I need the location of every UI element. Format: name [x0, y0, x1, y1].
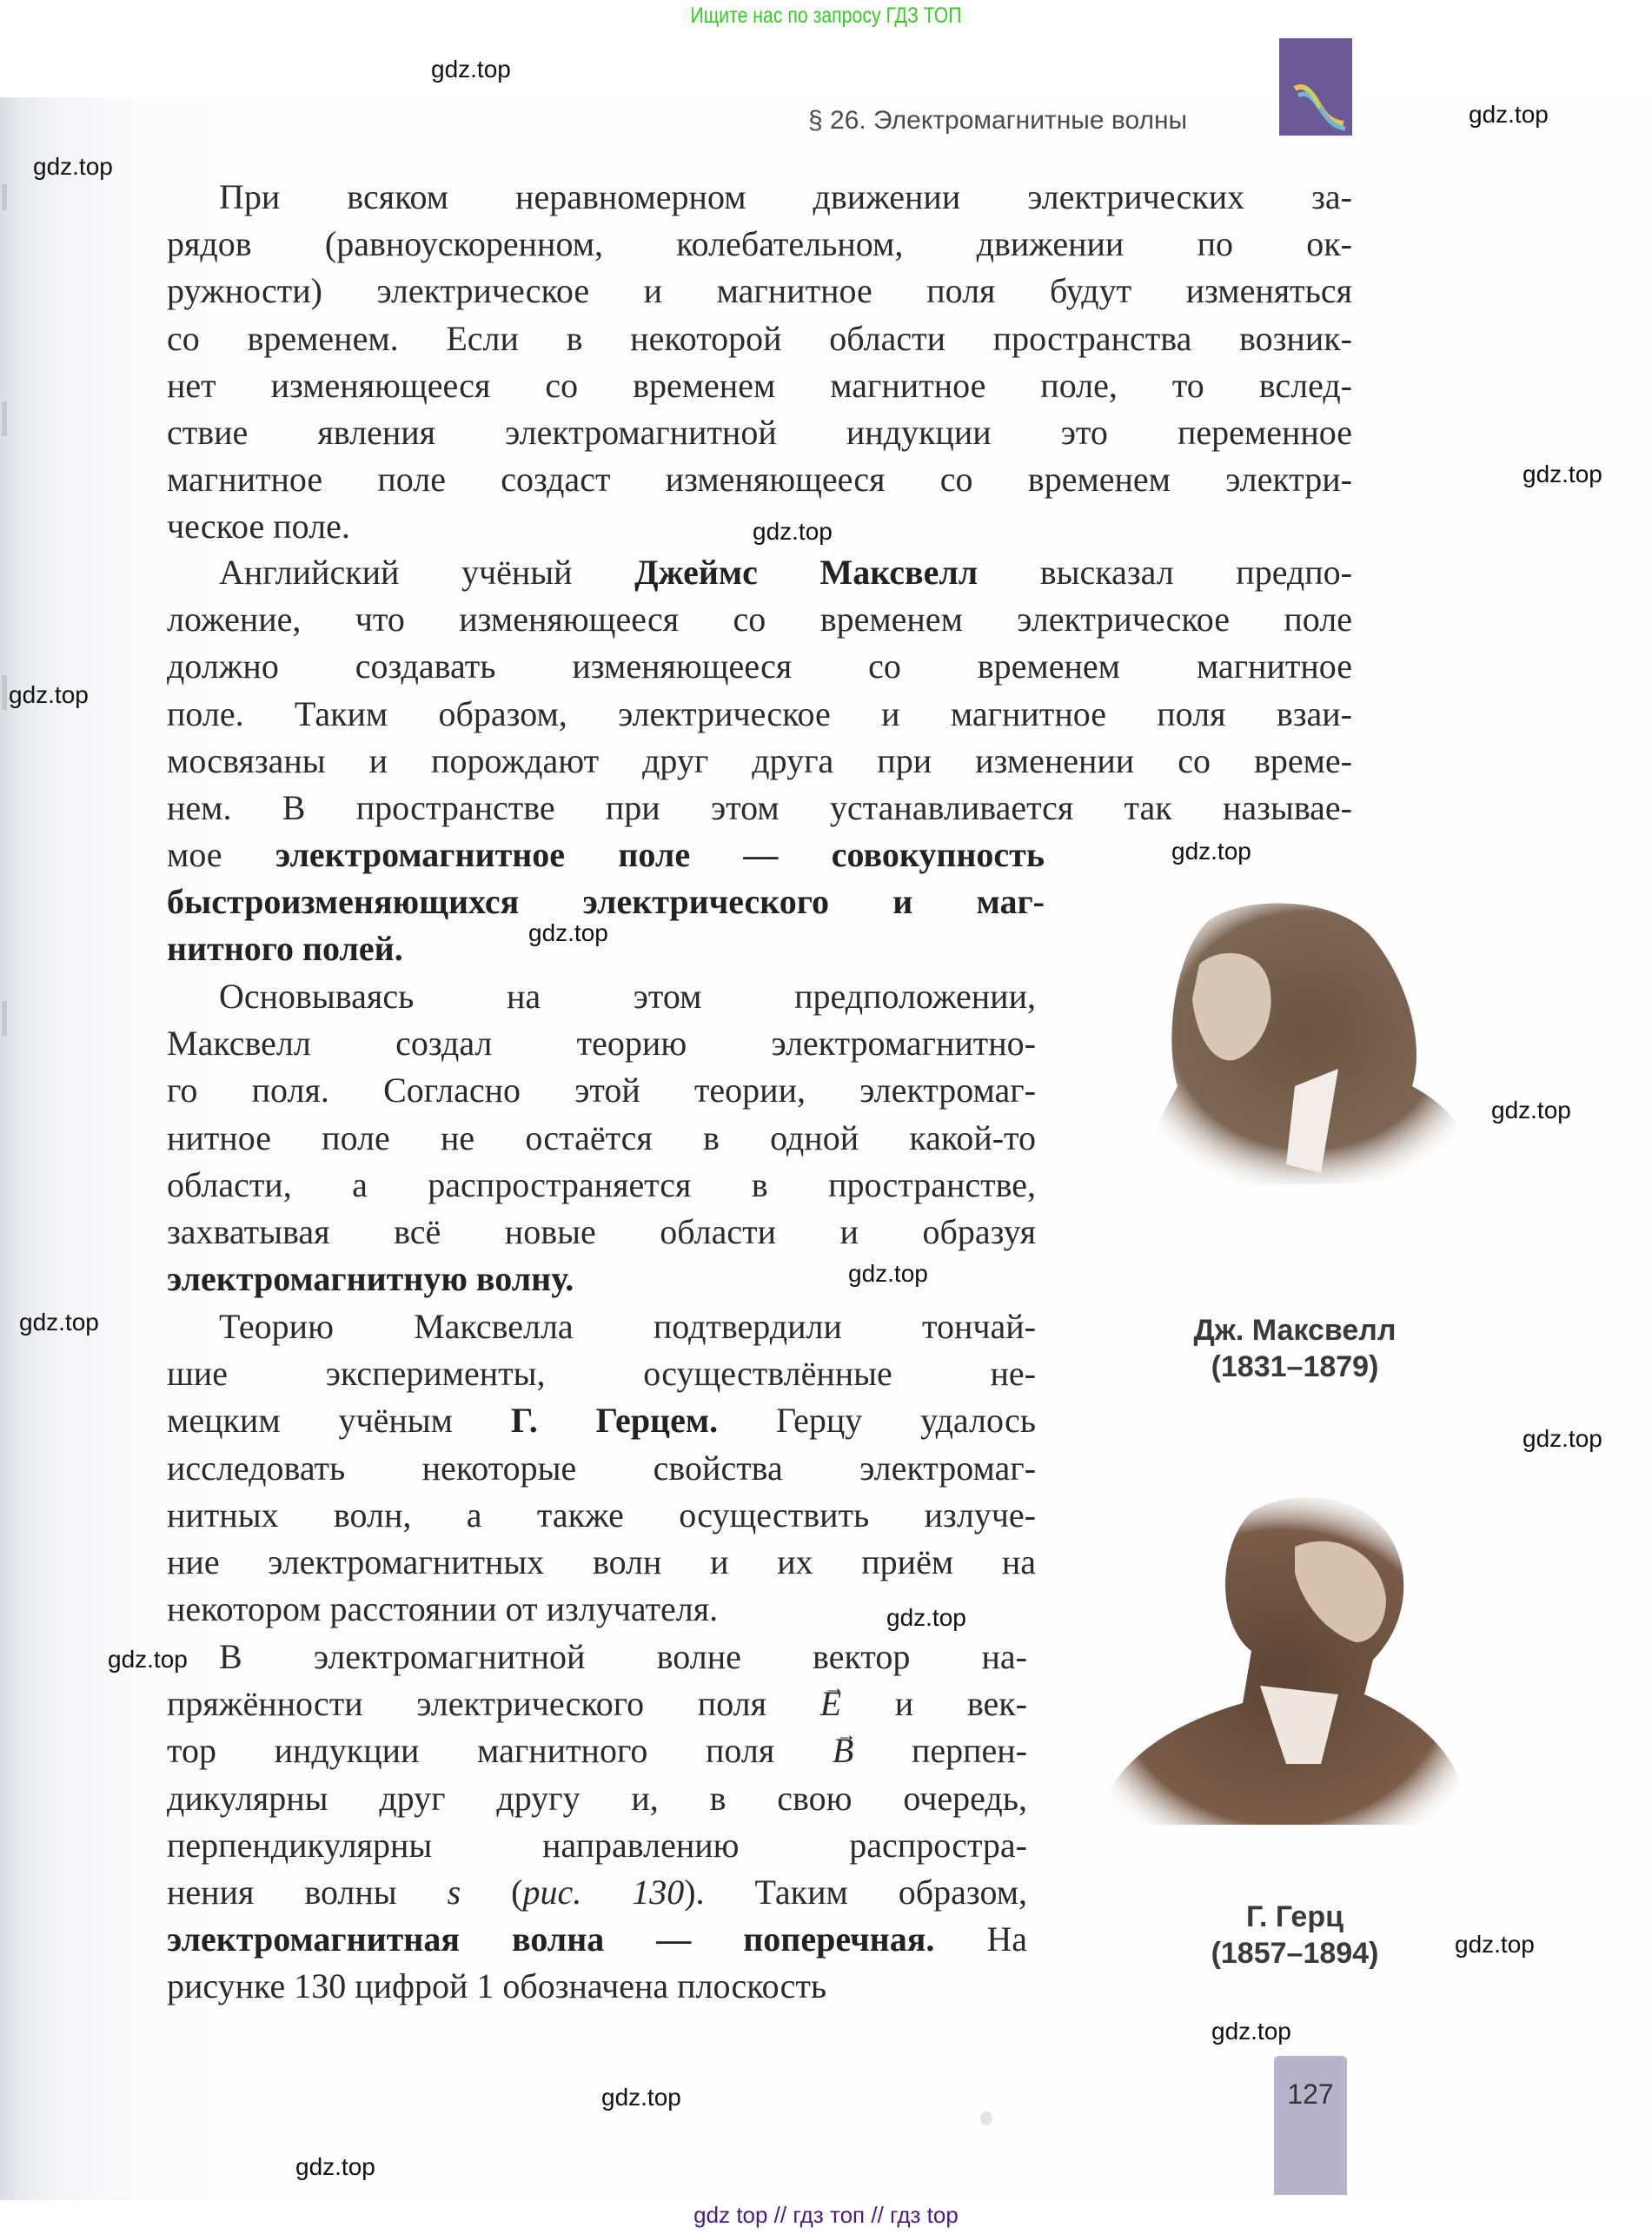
- text-line: должно создавать изменяющееся со временем магнитное: [167, 646, 1352, 686]
- spine-mark: [2, 401, 7, 436]
- watermark: gdz.top: [108, 1646, 188, 1673]
- paragraph-2: [167, 549, 1352, 832]
- text-line: шие эксперименты, осуществлённые не-: [167, 1354, 1036, 1394]
- page-number-tab: [1274, 2056, 1347, 2195]
- text-line: области, а распространяется в пространстве,: [167, 1164, 1036, 1204]
- text-line: ружности) электрическое и магнитное поля будут изменяться: [167, 271, 1352, 311]
- text-line: мосвязаны и порождают друг друга при изменении со време-: [167, 740, 1352, 780]
- text-line: нем. В пространстве при этом устанавливается так называе-: [167, 788, 1352, 828]
- paragraph-3: [167, 973, 1036, 1303]
- text-line: некотором расстоянии от излучателя.: [167, 1589, 719, 1629]
- watermark: gdz.top: [1491, 1097, 1571, 1124]
- vector-b-symbol: → B: [833, 1731, 853, 1770]
- watermark: gdz.top: [1523, 1425, 1602, 1452]
- watermark: gdz.top: [528, 919, 608, 946]
- text-line: Теорию Максвелла подтвердили тончай-: [219, 1307, 1036, 1346]
- text-line: тор индукции магнитного поля → B перпен-: [167, 1727, 1027, 1774]
- portrait-caption-hertz: [1138, 1899, 1451, 1972]
- watermark: gdz.top: [1455, 1931, 1535, 1958]
- text-line: со временем. Если в некоторой области пространства возник-: [167, 318, 1352, 358]
- text-line: пряжённости электрического поля → E и век-: [167, 1680, 1027, 1727]
- top-banner[interactable]: Ищите нас по запросу ГДЗ ТОП: [690, 3, 962, 28]
- text-line: ложение, что изменяющееся со временем электрическое поле: [167, 600, 1352, 640]
- wave-icon: [1279, 38, 1352, 136]
- watermark: gdz.top: [601, 2084, 681, 2111]
- watermark: gdz.top: [1171, 838, 1251, 865]
- text-line: нитное поле не остаётся в одной какой-то: [167, 1117, 1036, 1157]
- text-line: мецким учёным Г. Герцем. Герцу удалось: [167, 1401, 1036, 1441]
- text-line: захватывая всё новые области и образуя: [167, 1212, 1036, 1252]
- watermark: gdz.top: [9, 681, 89, 708]
- text-line: го поля. Согласно этой теории, электромаг-: [167, 1071, 1036, 1110]
- paragraph-4: [167, 1303, 1036, 1633]
- bottom-banner[interactable]: gdz top // гдз топ // гдз top: [693, 2202, 959, 2228]
- portrait-name: Дж. Максвелл: [1193, 1314, 1397, 1347]
- paragraph-1: [167, 174, 1352, 551]
- text-line: нитного полей.: [167, 929, 403, 969]
- text-line: перпендикулярны направлению распростра-: [167, 1825, 1027, 1865]
- watermark: gdz.top: [19, 1309, 99, 1336]
- text-line: ние электромагнитных волн и их приём на: [167, 1542, 1036, 1582]
- portrait-hertz: [1078, 1477, 1477, 1846]
- text-line: Основываясь на этом предположении,: [219, 977, 1036, 1016]
- text-line: нет изменяющееся со временем магнитное поле, то вслед-: [167, 365, 1352, 405]
- person-name-maxwell: Джеймс Максвелл: [634, 553, 979, 592]
- paragraph-5: [167, 1634, 1027, 2011]
- definition-term: электромагнитную волну.: [167, 1259, 574, 1299]
- text-line: нитных волн, а также осуществить излуче-: [167, 1495, 1036, 1535]
- text-line: Английский учёный Джеймс Максвелл высказал предпо-: [219, 553, 1352, 592]
- watermark: gdz.top: [1469, 101, 1549, 128]
- portrait-name: Г. Герц: [1245, 1900, 1344, 1933]
- watermark: gdz.top: [886, 1604, 966, 1631]
- definition-term: электромагнитная волна — поперечная.: [167, 1919, 935, 1959]
- vector-e-symbol: → E: [820, 1684, 841, 1723]
- section-badge: [1279, 38, 1352, 136]
- watermark: gdz.top: [1523, 461, 1602, 487]
- figure-reference[interactable]: рис. 130: [522, 1873, 685, 1912]
- running-head: § 26. Электромагнитные волны: [808, 106, 1188, 135]
- text-line: рисунке 130 цифрой 1 обозначена плоскость: [167, 1966, 827, 2006]
- text-line: рядов (равноускоренном, колебательном, движении по ок-: [167, 224, 1352, 264]
- text-line: исследовать некоторые свойства электромаг-: [167, 1448, 1036, 1488]
- definition-term: электромагнитное поле — совокупность: [275, 835, 1045, 874]
- text-line: мое электромагнитное поле — совокупность: [167, 835, 1045, 874]
- text-line: поле. Таким образом, электрическое и магнитное поля взаи-: [167, 693, 1352, 733]
- portrait-maxwell: [1112, 886, 1477, 1256]
- spine-mark: [2, 184, 7, 210]
- text-line: В электромагнитной волне вектор на-: [219, 1637, 1027, 1676]
- text-line: ческое поле.: [167, 507, 350, 547]
- portrait-years: (1857–1894): [1211, 1937, 1379, 1970]
- text-line: ствие явления электромагнитной индукции это переменное: [167, 413, 1352, 453]
- watermark: gdz.top: [1211, 2018, 1291, 2045]
- portrait-caption-maxwell: [1138, 1312, 1451, 1385]
- text-line: дикулярны друг другу и, в свою очередь,: [167, 1778, 1027, 1818]
- text-line: нения волны s (рис. 130). Таким образом,: [167, 1873, 1028, 1912]
- watermark: gdz.top: [848, 1260, 928, 1287]
- watermark: gdz.top: [431, 56, 511, 83]
- watermark: gdz.top: [33, 153, 113, 180]
- portrait-years: (1831–1879): [1211, 1350, 1379, 1383]
- text-line: Максвелл создал теорию электромагнитно-: [167, 1024, 1036, 1064]
- spine-mark: [2, 1001, 7, 1036]
- spine-mark: [2, 675, 7, 710]
- watermark: gdz.top: [295, 2153, 375, 2180]
- page-number: 127: [1287, 2078, 1334, 2110]
- text-line: При всяком неравномерном движении электрических за-: [219, 177, 1352, 216]
- text-line: быстроизменяющихся электрического и маг-: [167, 882, 1045, 922]
- watermark: gdz.top: [753, 518, 833, 545]
- person-name-hertz: Г. Герцем.: [510, 1401, 719, 1441]
- text-line: электромагнитная волна — поперечная. На: [167, 1919, 1027, 1959]
- paragraph-2-definition: [167, 832, 1045, 973]
- decorative-dot: [980, 2111, 992, 2125]
- text-line: магнитное поле создаст изменяющееся со временем электри-: [167, 460, 1352, 500]
